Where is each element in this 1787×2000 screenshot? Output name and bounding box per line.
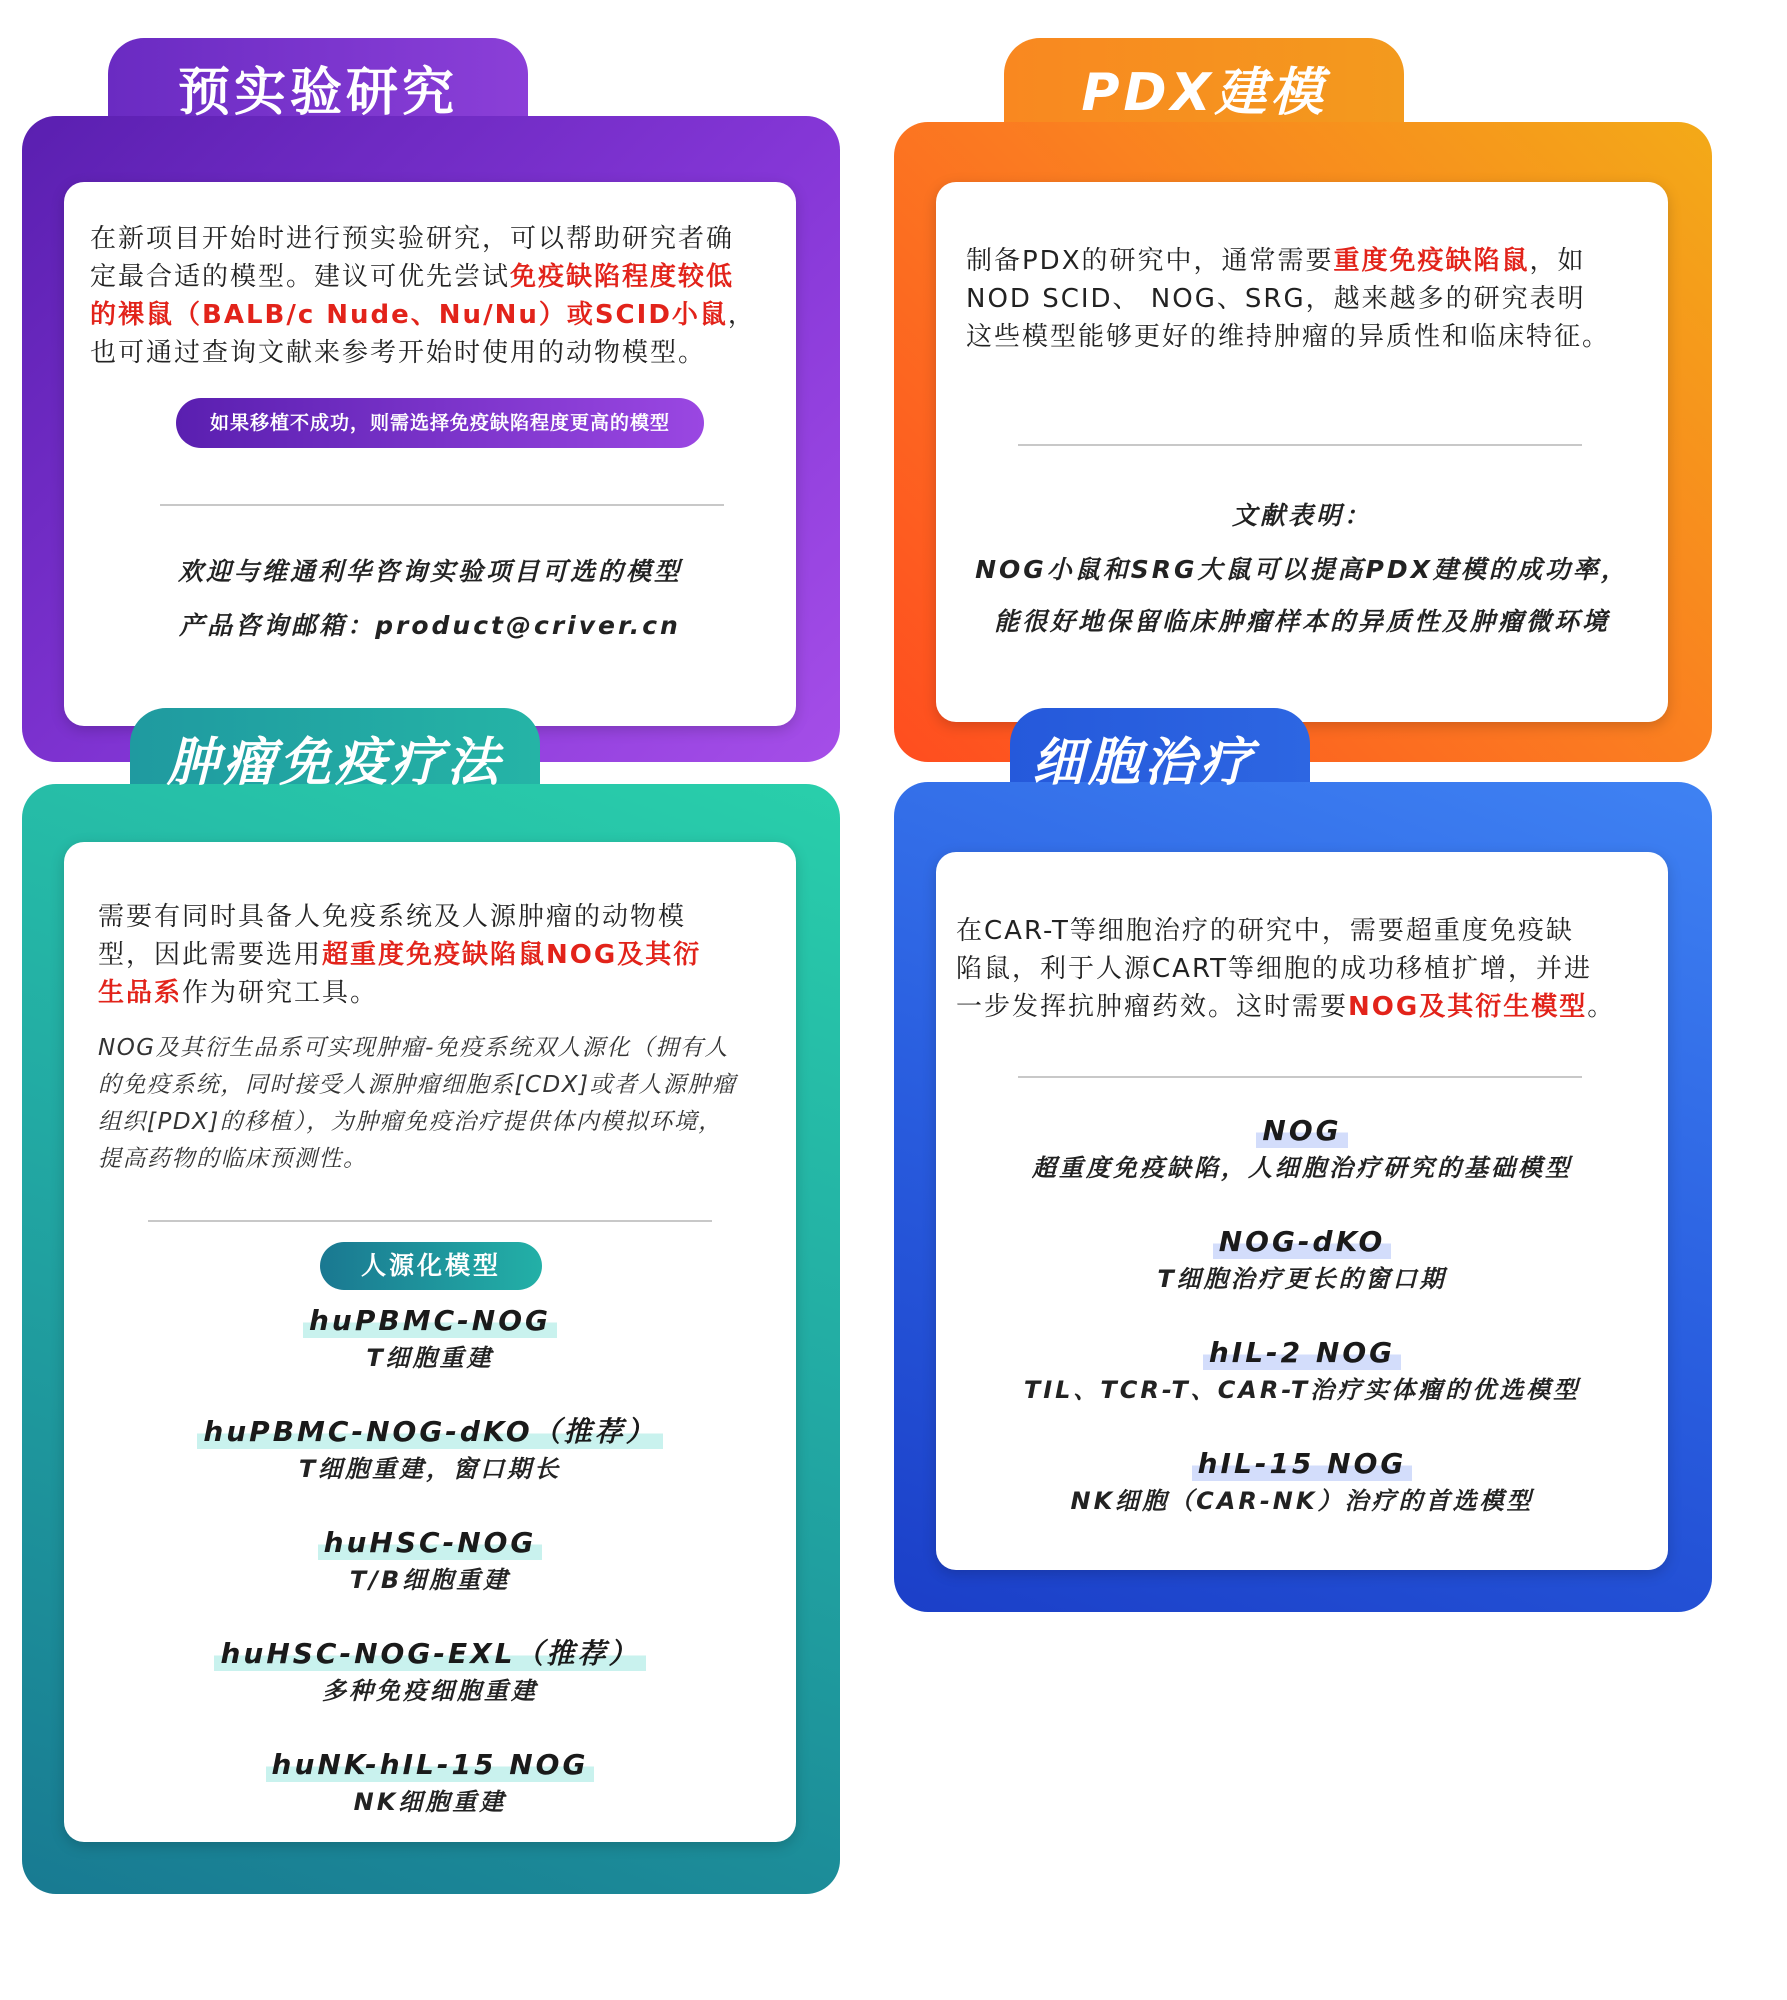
model-desc: T细胞重建 [366, 1344, 494, 1372]
pre-study-contact: 欢迎与维通利华咨询实验项目可选的模型 [177, 557, 682, 586]
pdx-body-line [966, 242, 1646, 280]
cell-divider [1018, 1076, 1582, 1078]
text-run: 这些模型能够更好的维持肿瘤的异质性和临床特征。 [966, 322, 1611, 352]
text-run: 陷鼠，利于人源CART等细胞的成功移植扩增，并进 [956, 954, 1592, 984]
model-name: hIL-15 NOG [1192, 1447, 1413, 1481]
immuno-body-line [98, 974, 778, 1012]
model-item [64, 1637, 796, 1707]
humanized-pill: 人源化模型 [320, 1242, 542, 1290]
model-item [936, 1336, 1668, 1406]
immuno-note-line: 组织[PDX]的移植），为肿瘤免疫治疗提供体内模拟环境， [98, 1109, 723, 1135]
model-item [64, 1526, 796, 1596]
cell-body-line [956, 912, 1656, 950]
model-name: hIL-2 NOG [1203, 1336, 1401, 1370]
model-name: huPBMC-NOG [303, 1304, 557, 1338]
model-item [64, 1304, 796, 1374]
immuno-note-line: 提高药物的临床预测性。 [98, 1146, 368, 1172]
model-item [64, 1748, 796, 1818]
immuno-note-line: 的免疫系统，同时接受人源肿瘤细胞系[CDX]或者人源肿瘤 [98, 1072, 737, 1098]
pre-study-email: 产品咨询邮箱：product@criver.cn [179, 611, 681, 640]
model-desc: 超重度免疫缺陷，人细胞治疗研究的基础模型 [1032, 1154, 1572, 1182]
emphasis-run: 重度免疫缺陷鼠 [1333, 246, 1530, 276]
pdx-title: PDX建模 [1081, 63, 1327, 123]
pre-study-card [64, 182, 796, 726]
pre-study-body-line [90, 220, 780, 258]
pdx-lit-line2: 能很好地保留临床肿瘤样本的异质性及肿瘤微环境 [993, 607, 1610, 636]
model-desc: 多种免疫细胞重建 [322, 1677, 538, 1705]
cell-body [956, 912, 1656, 1026]
pdx-body-line [966, 280, 1646, 318]
model-name: huPBMC-NOG-dKO（推荐） [197, 1415, 662, 1449]
text-run: 一步发挥抗肿瘤药效。这时需要 [956, 992, 1349, 1022]
model-desc: T/B细胞重建 [349, 1566, 511, 1594]
text-run: 作为研究工具。 [182, 978, 379, 1008]
cell-body-line [956, 988, 1656, 1026]
text-run: 制备PDX的研究中，通常需要 [966, 246, 1334, 276]
model-item [64, 1415, 796, 1485]
model-desc: NK细胞（CAR-NK）治疗的首选模型 [1070, 1487, 1534, 1515]
model-name: huNK-hIL-15 NOG [266, 1748, 595, 1782]
immuno-card [64, 842, 796, 1842]
text-run: NOD SCID、 NOG、SRG，越来越多的研究表明 [966, 284, 1586, 314]
pre-study-pill: 如果移植不成功，则需选择免疫缺陷程度更高的模型 [176, 398, 704, 448]
cell-body-line [956, 950, 1656, 988]
model-item [936, 1114, 1668, 1184]
model-name: NOG-dKO [1213, 1225, 1392, 1259]
model-desc: NK细胞重建 [353, 1788, 507, 1816]
pdx-lit-title: 文献表明： [1231, 501, 1372, 530]
model-name: NOG [1256, 1114, 1347, 1148]
model-desc: TIL、TCR-T、CAR-T治疗实体瘤的优选模型 [1023, 1376, 1581, 1404]
immuno-body-line [98, 898, 778, 936]
pdx-divider [1018, 444, 1582, 446]
cell-title: 细胞治疗 [1032, 733, 1257, 793]
emphasis-run: 的裸鼠（BALB/c Nude、Nu/Nu）或SCID小鼠 [90, 300, 728, 330]
emphasis-run: 生品系 [98, 978, 183, 1008]
model-desc: T细胞重建，窗口期长 [298, 1455, 562, 1483]
immuno-note [98, 1030, 778, 1178]
pre-study-title: 预实验研究 [177, 63, 458, 123]
text-run: ，如 [1529, 246, 1586, 276]
model-item [936, 1225, 1668, 1295]
immuno-divider [148, 1220, 712, 1222]
text-run: 在新项目开始时进行预实验研究，可以帮助研究者确 [90, 224, 735, 254]
emphasis-run: NOG及其衍生模型 [1348, 992, 1588, 1022]
text-run: 需要有同时具备人免疫系统及人源肿瘤的动物模 [98, 902, 687, 932]
emphasis-run: 免疫缺陷程度较低 [510, 262, 735, 292]
pre-study-body [90, 220, 780, 372]
text-run: 。 [1587, 992, 1616, 1022]
text-run: 型，因此需要选用 [98, 940, 323, 970]
pre-study-body-line [90, 296, 780, 334]
pdx-body [966, 242, 1646, 356]
pdx-card [936, 182, 1668, 722]
pdx-body-line [966, 318, 1646, 356]
model-item [936, 1447, 1668, 1517]
pre-study-body-line [90, 334, 780, 372]
pdx-lit-line1: NOG小鼠和SRG大鼠可以提高PDX建模的成功率， [975, 555, 1629, 584]
model-name: huHSC-NOG-EXL（推荐） [214, 1637, 645, 1671]
model-name: huHSC-NOG [318, 1526, 543, 1560]
immuno-body [98, 898, 778, 1012]
pre-study-divider [160, 504, 724, 506]
immuno-note-line: NOG及其衍生品系可实现肿瘤-免疫系统双人源化（拥有人 [98, 1035, 729, 1061]
text-run: 在CAR-T等细胞治疗的研究中，需要超重度免疫缺 [956, 916, 1574, 946]
cell-card [936, 852, 1668, 1570]
immuno-title: 肿瘤免疫疗法 [166, 733, 503, 793]
emphasis-run: 超重度免疫缺陷鼠NOG及其衍 [322, 940, 702, 970]
text-run: 也可通过查询文献来参考开始时使用的动物模型。 [90, 338, 707, 368]
immuno-body-line [98, 936, 778, 974]
model-desc: T细胞治疗更长的窗口期 [1157, 1265, 1447, 1293]
text-run: ， [727, 300, 756, 330]
text-run: 定最合适的模型。建议可优先尝试 [90, 262, 511, 292]
pre-study-body-line [90, 258, 780, 296]
